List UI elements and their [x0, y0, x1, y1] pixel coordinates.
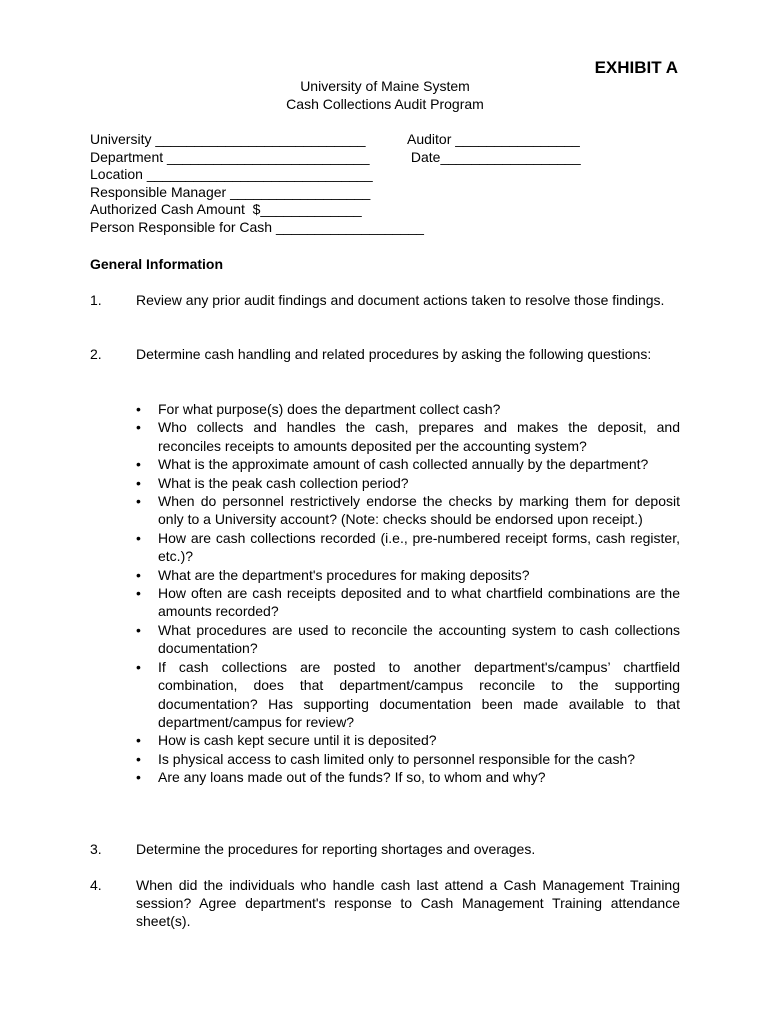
authorized-cash-amount-field: Authorized Cash Amount $_____________ [90, 201, 362, 218]
section-title: General Information [90, 256, 224, 272]
person-responsible-field: Person Responsible for Cash ___________________ [90, 218, 424, 235]
bullet-icon: • [136, 658, 141, 675]
bullet-icon: • [136, 401, 141, 417]
question-item: • When do personnel restrictively endorse the checks by marking them for deposit only to a University account? (Note: checks should be endorsed upon receipt.) [136, 493, 680, 528]
location-field: Location _____________________________ [90, 166, 373, 183]
program-title: Cash Collections Audit Program [286, 96, 484, 112]
form-fields-left [90, 131, 424, 237]
question-item: • What procedures are used to reconcile the accounting system to cash collections documentation? [136, 621, 680, 657]
item-number: 4. [90, 877, 102, 893]
bullet-icon: • [136, 566, 141, 583]
question-item: • If cash collections are posted to another department's/campus’ chartfield combination, does that department/campus reconcile to the supporting documentation? Has supporting documentation been made available to that department/campus for review? [136, 658, 680, 730]
bullet-icon: • [136, 732, 141, 749]
bullet-icon: • [136, 529, 141, 546]
bullet-icon: • [136, 456, 141, 473]
question-item: • Is physical access to cash limited only to personnel responsible for the cash? [136, 750, 636, 767]
date-field: Date__________________ [407, 148, 581, 165]
item-text: When did the individuals who handle cash last attend a Cash Management Training session? Agree department's response to Cash Management Training attendance sheet(s). [136, 877, 680, 929]
bullet-icon: • [136, 621, 141, 638]
item-text: Determine the procedures for reporting shortages and overages. [136, 841, 536, 857]
university-field: University ___________________________ [90, 131, 366, 147]
bullet-icon: • [136, 750, 141, 767]
question-item: • Who collects and handles the cash, prepares and makes the deposit, and reconciles receipts to amounts deposited per the accounting system? [136, 419, 680, 454]
org-title: University of Maine System [300, 78, 470, 94]
item-number: 1. [90, 292, 102, 308]
responsible-manager-field: Responsible Manager __________________ [90, 183, 371, 200]
auditor-field: Auditor ________________ [407, 131, 580, 147]
item-text: Determine cash handling and related procedures by asking the following questions: [136, 346, 652, 362]
questions-list [136, 400, 680, 787]
bullet-icon: • [136, 493, 141, 510]
question-item: • How is cash kept secure until it is deposited? [136, 732, 437, 749]
department-field: Department __________________________ [90, 148, 370, 165]
question-item: • What is the peak cash collection period? [136, 474, 409, 491]
bullet-icon: • [136, 419, 141, 436]
question-item: • Are any loans made out of the funds? If so, to whom and why? [136, 769, 546, 786]
question-item: • How are cash collections recorded (i.e., pre-numbered receipt forms, cash register, etc.)? [136, 529, 680, 565]
item-number: 3. [90, 841, 102, 857]
item-number: 2. [90, 346, 102, 362]
question-item: • How often are cash receipts deposited and to what chartfield combinations are the amounts recorded? [136, 585, 680, 620]
question-item: • What is the approximate amount of cash collected annually by the department? [136, 456, 649, 473]
exhibit-label: EXHIBIT A [594, 58, 678, 77]
question-item: • What are the department's procedures for making deposits? [136, 566, 530, 583]
bullet-icon: • [136, 474, 141, 491]
item-text: Review any prior audit findings and document actions taken to resolve those findings. [136, 292, 665, 308]
bullet-icon: • [136, 769, 141, 786]
form-fields-right [407, 131, 581, 166]
question-item: • For what purpose(s) does the department collect cash? [136, 401, 501, 417]
bullet-icon: • [136, 585, 141, 602]
